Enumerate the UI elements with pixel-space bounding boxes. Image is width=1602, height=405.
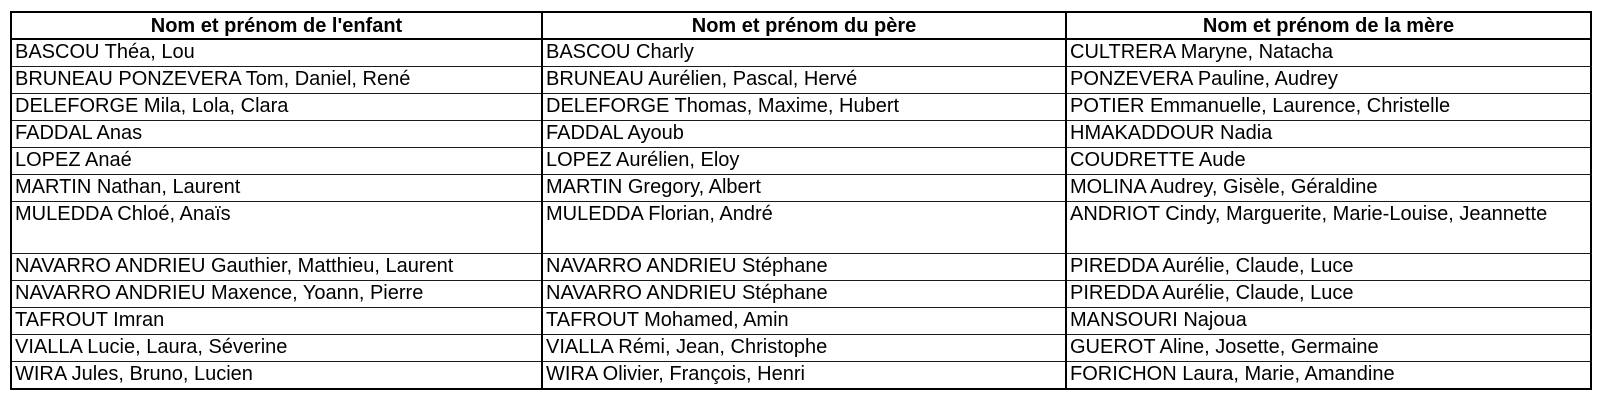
table-row (11, 39, 1591, 67)
mother-name-cell: FORICHON Laura, Marie, Amandine (1066, 362, 1591, 390)
mother-name-cell: PONZEVERA Pauline, Audrey (1066, 67, 1591, 94)
father-name-cell: NAVARRO ANDRIEU Stéphane (542, 254, 1066, 281)
table-row (11, 148, 1591, 175)
father-name-cell: TAFROUT Mohamed, Amin (542, 308, 1066, 335)
mother-name-cell: COUDRETTE Aude (1066, 148, 1591, 175)
mother-name-cell: MOLINA Audrey, Gisèle, Géraldine (1066, 175, 1591, 202)
father-name-cell: MULEDDA Florian, André (542, 202, 1066, 254)
child-name-cell: TAFROUT Imran (11, 308, 542, 335)
mother-name-cell: PIREDDA Aurélie, Claude, Luce (1066, 281, 1591, 308)
father-name-cell: DELEFORGE Thomas, Maxime, Hubert (542, 94, 1066, 121)
child-name-cell: LOPEZ Anaé (11, 148, 542, 175)
father-name-cell: FADDAL Ayoub (542, 121, 1066, 148)
child-name-cell: MARTIN Nathan, Laurent (11, 175, 542, 202)
father-name-cell: VIALLA Rémi, Jean, Christophe (542, 335, 1066, 362)
birth-registry-table (10, 11, 1592, 390)
child-name-cell: DELEFORGE Mila, Lola, Clara (11, 94, 542, 121)
child-name-cell: VIALLA Lucie, Laura, Séverine (11, 335, 542, 362)
child-name-cell: FADDAL Anas (11, 121, 542, 148)
child-name-cell: WIRA Jules, Bruno, Lucien (11, 362, 542, 390)
father-name-cell: BRUNEAU Aurélien, Pascal, Hervé (542, 67, 1066, 94)
father-name-cell: WIRA Olivier, François, Henri (542, 362, 1066, 390)
father-name-cell: BASCOU Charly (542, 39, 1066, 67)
table-row (11, 362, 1591, 390)
table-row (11, 308, 1591, 335)
table-row (11, 202, 1591, 254)
father-name-cell: MARTIN Gregory, Albert (542, 175, 1066, 202)
table-row (11, 281, 1591, 308)
column-header-child: Nom et prénom de l'enfant (11, 12, 542, 39)
child-name-cell: BASCOU Théa, Lou (11, 39, 542, 67)
mother-name-cell: ANDRIOT Cindy, Marguerite, Marie-Louise, Jeannette (1066, 202, 1591, 254)
father-name-cell: LOPEZ Aurélien, Eloy (542, 148, 1066, 175)
mother-name-cell: HMAKADDOUR Nadia (1066, 121, 1591, 148)
mother-name-cell: MANSOURI Najoua (1066, 308, 1591, 335)
child-name-cell: NAVARRO ANDRIEU Gauthier, Matthieu, Laurent (11, 254, 542, 281)
table-row (11, 121, 1591, 148)
child-name-cell: NAVARRO ANDRIEU Maxence, Yoann, Pierre (11, 281, 542, 308)
column-header-father: Nom et prénom du père (542, 12, 1066, 39)
column-header-mother: Nom et prénom de la mère (1066, 12, 1591, 39)
mother-name-cell: POTIER Emmanuelle, Laurence, Christelle (1066, 94, 1591, 121)
table-row (11, 175, 1591, 202)
mother-name-cell: GUEROT Aline, Josette, Germaine (1066, 335, 1591, 362)
birth-registry-sheet (10, 11, 1592, 390)
table-row (11, 254, 1591, 281)
table-row (11, 335, 1591, 362)
table-row (11, 94, 1591, 121)
mother-name-cell: CULTRERA Maryne, Natacha (1066, 39, 1591, 67)
table-row (11, 67, 1591, 94)
table-header-row (11, 12, 1591, 39)
child-name-cell: BRUNEAU PONZEVERA Tom, Daniel, René (11, 67, 542, 94)
father-name-cell: NAVARRO ANDRIEU Stéphane (542, 281, 1066, 308)
child-name-cell: MULEDDA Chloé, Anaïs (11, 202, 542, 254)
mother-name-cell: PIREDDA Aurélie, Claude, Luce (1066, 254, 1591, 281)
